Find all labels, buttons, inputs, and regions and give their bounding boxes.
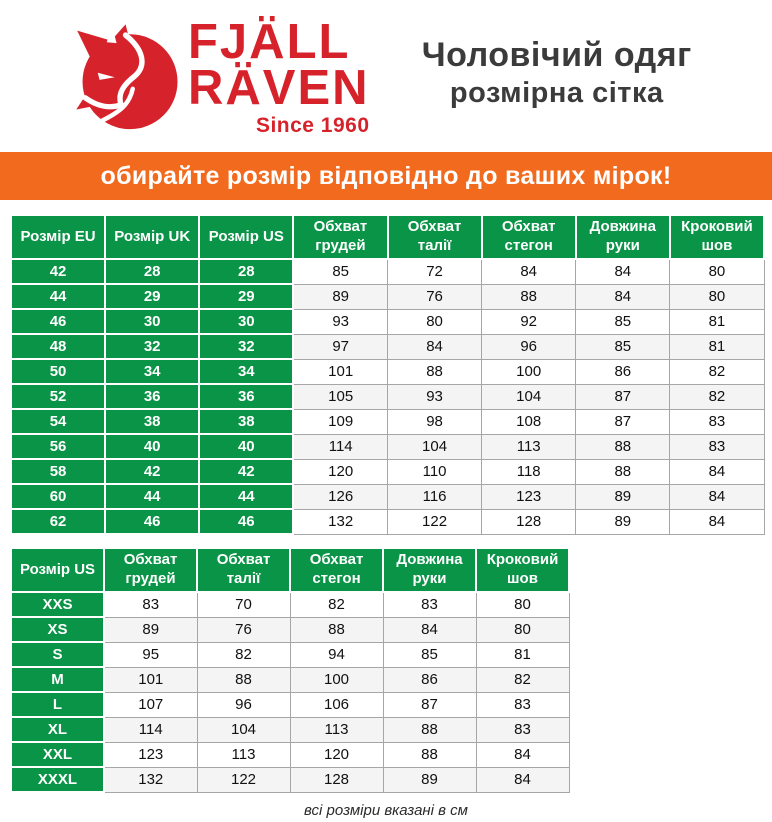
units-note: всі розміри вказані в см: [304, 802, 468, 819]
measurement-cell: 104: [388, 434, 482, 459]
size-label-cell: 58: [11, 459, 105, 484]
measurement-cell: 122: [388, 509, 482, 534]
table-row: [11, 359, 764, 384]
column-header: Розмір UK: [105, 215, 199, 259]
measurement-cell: 132: [104, 767, 197, 792]
size-label-cell: XL: [11, 717, 104, 742]
measurement-cell: 123: [482, 484, 576, 509]
measurement-cell: 82: [197, 642, 290, 667]
column-header: Обхват талії: [388, 215, 482, 259]
measurement-cell: 109: [293, 409, 387, 434]
measurement-cell: 80: [670, 284, 764, 309]
measurement-cell: 106: [290, 692, 383, 717]
size-table-us-letters: [10, 547, 570, 793]
measurement-cell: 93: [388, 384, 482, 409]
measurement-cell: 83: [104, 592, 197, 617]
measurement-cell: 89: [576, 509, 670, 534]
measurement-cell: 84: [576, 284, 670, 309]
size-label-cell: S: [11, 642, 104, 667]
size-label-cell: XXL: [11, 742, 104, 767]
measurement-cell: 85: [576, 334, 670, 359]
size-table-eu-uk-us: [10, 214, 765, 535]
size-label-cell: 56: [11, 434, 105, 459]
measurement-cell: 84: [476, 742, 569, 767]
measurement-cell: 84: [482, 259, 576, 284]
size-label-cell: 32: [199, 334, 293, 359]
measurement-cell: 81: [670, 309, 764, 334]
measurement-cell: 83: [476, 692, 569, 717]
table-row: [11, 484, 764, 509]
measurement-cell: 82: [476, 667, 569, 692]
size-label-cell: 38: [199, 409, 293, 434]
measurement-cell: 110: [388, 459, 482, 484]
size-label-cell: 46: [11, 309, 105, 334]
measurement-cell: 113: [290, 717, 383, 742]
size-label-cell: 44: [199, 484, 293, 509]
brand-line-1: FJÄLL: [188, 15, 351, 69]
measurement-cell: 83: [383, 592, 476, 617]
measurement-cell: 100: [482, 359, 576, 384]
table-row: [11, 434, 764, 459]
measurement-cell: 104: [482, 384, 576, 409]
size-label-cell: 52: [11, 384, 105, 409]
column-header: Кроковий шов: [670, 215, 764, 259]
table-row: [11, 692, 569, 717]
measurement-cell: 80: [476, 592, 569, 617]
measurement-cell: 84: [670, 484, 764, 509]
size-label-cell: 42: [105, 459, 199, 484]
size-label-cell: XS: [11, 617, 104, 642]
table-row: [11, 409, 764, 434]
column-header: Кроковий шов: [476, 548, 569, 592]
column-header: Обхват грудей: [293, 215, 387, 259]
measurement-cell: 72: [388, 259, 482, 284]
table-row: [11, 617, 569, 642]
size-label-cell: 29: [199, 284, 293, 309]
table-header-row: [11, 548, 569, 592]
measurement-cell: 81: [476, 642, 569, 667]
column-header: Обхват грудей: [104, 548, 197, 592]
size-label-cell: 34: [199, 359, 293, 384]
size-label-cell: 40: [199, 434, 293, 459]
table-row: [11, 459, 764, 484]
measurement-cell: 84: [670, 459, 764, 484]
fox-icon: [70, 18, 182, 140]
brand-wordmark: [188, 15, 370, 138]
measurement-cell: 89: [104, 617, 197, 642]
measurement-cell: 88: [290, 617, 383, 642]
measurement-cell: 83: [670, 409, 764, 434]
measurement-cell: 86: [576, 359, 670, 384]
size-label-cell: 62: [11, 509, 105, 534]
column-header: Розмір US: [199, 215, 293, 259]
measurement-cell: 94: [290, 642, 383, 667]
measurement-cell: 113: [197, 742, 290, 767]
measurement-cell: 104: [197, 717, 290, 742]
page-title-line-2: розмірна сітка: [449, 77, 664, 109]
measurement-cell: 113: [482, 434, 576, 459]
measurement-cell: 114: [293, 434, 387, 459]
measurement-cell: 120: [290, 742, 383, 767]
size-label-cell: 28: [199, 259, 293, 284]
table-row: [11, 309, 764, 334]
measurement-cell: 84: [670, 509, 764, 534]
size-label-cell: 50: [11, 359, 105, 384]
size-label-cell: 60: [11, 484, 105, 509]
measurement-cell: 88: [197, 667, 290, 692]
instruction-banner-text: обирайте розмір відповідно до ваших мірок!: [100, 161, 672, 190]
measurement-cell: 81: [670, 334, 764, 359]
table-header-row: [11, 215, 764, 259]
measurement-cell: 132: [293, 509, 387, 534]
size-label-cell: 30: [105, 309, 199, 334]
table-row: [11, 667, 569, 692]
measurement-cell: 88: [576, 434, 670, 459]
table-row: [11, 742, 569, 767]
measurement-cell: 80: [670, 259, 764, 284]
measurement-cell: 85: [383, 642, 476, 667]
measurement-cell: 105: [293, 384, 387, 409]
measurement-cell: 70: [197, 592, 290, 617]
column-header: Довжина руки: [383, 548, 476, 592]
measurement-cell: 123: [104, 742, 197, 767]
measurement-cell: 87: [576, 409, 670, 434]
measurement-cell: 80: [388, 309, 482, 334]
table-row: [11, 767, 569, 792]
measurement-cell: 85: [293, 259, 387, 284]
column-header: Розмір EU: [11, 215, 105, 259]
measurement-cell: 82: [670, 384, 764, 409]
measurement-cell: 101: [293, 359, 387, 384]
size-label-cell: 38: [105, 409, 199, 434]
column-header: Розмір US: [11, 548, 104, 592]
measurement-cell: 88: [388, 359, 482, 384]
measurement-cell: 88: [383, 717, 476, 742]
measurement-cell: 96: [197, 692, 290, 717]
table-row: [11, 334, 764, 359]
table-row: [11, 384, 764, 409]
brand-tagline: Since 1960: [255, 114, 370, 138]
column-header: Обхват стегон: [290, 548, 383, 592]
size-label-cell: 54: [11, 409, 105, 434]
measurement-cell: 89: [576, 484, 670, 509]
measurement-cell: 76: [197, 617, 290, 642]
measurement-cell: 83: [476, 717, 569, 742]
size-label-cell: 46: [199, 509, 293, 534]
measurement-cell: 85: [576, 309, 670, 334]
measurement-cell: 89: [383, 767, 476, 792]
table-row: [11, 717, 569, 742]
measurement-cell: 114: [104, 717, 197, 742]
size-label-cell: 36: [199, 384, 293, 409]
measurement-cell: 92: [482, 309, 576, 334]
size-label-cell: 34: [105, 359, 199, 384]
size-label-cell: 48: [11, 334, 105, 359]
brand-line-2: RÄVEN: [188, 60, 370, 115]
measurement-cell: 116: [388, 484, 482, 509]
measurement-cell: 128: [290, 767, 383, 792]
measurement-cell: 120: [293, 459, 387, 484]
measurement-cell: 83: [670, 434, 764, 459]
fjallraven-logo: [70, 12, 370, 140]
size-label-cell: 29: [105, 284, 199, 309]
page-title-line-1: Чоловічий одяг: [421, 36, 692, 74]
table-row: [11, 642, 569, 667]
table-row: [11, 592, 569, 617]
size-label-cell: 42: [199, 459, 293, 484]
measurement-cell: 80: [476, 617, 569, 642]
size-label-cell: XXXL: [11, 767, 104, 792]
measurement-cell: 97: [293, 334, 387, 359]
size-label-cell: 40: [105, 434, 199, 459]
size-label-cell: L: [11, 692, 104, 717]
measurement-cell: 95: [104, 642, 197, 667]
size-label-cell: 44: [11, 284, 105, 309]
page-title: [370, 36, 772, 110]
measurement-cell: 93: [293, 309, 387, 334]
measurement-cell: 101: [104, 667, 197, 692]
column-header: Обхват талії: [197, 548, 290, 592]
measurement-cell: 84: [388, 334, 482, 359]
measurement-cell: 86: [383, 667, 476, 692]
table-row: [11, 284, 764, 309]
size-label-cell: M: [11, 667, 104, 692]
measurement-cell: 126: [293, 484, 387, 509]
measurement-cell: 122: [197, 767, 290, 792]
measurement-cell: 84: [383, 617, 476, 642]
measurement-cell: 108: [482, 409, 576, 434]
table-row: [11, 509, 764, 534]
measurement-cell: 87: [576, 384, 670, 409]
measurement-cell: 84: [476, 767, 569, 792]
measurement-cell: 84: [576, 259, 670, 284]
page-header: [0, 0, 772, 152]
measurement-cell: 88: [383, 742, 476, 767]
measurement-cell: 96: [482, 334, 576, 359]
size-label-cell: 42: [11, 259, 105, 284]
measurement-cell: 88: [576, 459, 670, 484]
measurement-cell: 87: [383, 692, 476, 717]
size-label-cell: XXS: [11, 592, 104, 617]
measurement-cell: 118: [482, 459, 576, 484]
size-label-cell: 28: [105, 259, 199, 284]
column-header: Обхват стегон: [482, 215, 576, 259]
measurement-cell: 107: [104, 692, 197, 717]
measurement-cell: 100: [290, 667, 383, 692]
instruction-banner: [0, 152, 772, 200]
size-label-cell: 32: [105, 334, 199, 359]
size-label-cell: 30: [199, 309, 293, 334]
column-header: Довжина руки: [576, 215, 670, 259]
measurement-cell: 98: [388, 409, 482, 434]
measurement-cell: 88: [482, 284, 576, 309]
measurement-cell: 89: [293, 284, 387, 309]
size-label-cell: 36: [105, 384, 199, 409]
measurement-cell: 76: [388, 284, 482, 309]
measurement-cell: 82: [290, 592, 383, 617]
measurement-cell: 128: [482, 509, 576, 534]
measurement-cell: 82: [670, 359, 764, 384]
table-row: [11, 259, 764, 284]
size-label-cell: 46: [105, 509, 199, 534]
size-label-cell: 44: [105, 484, 199, 509]
